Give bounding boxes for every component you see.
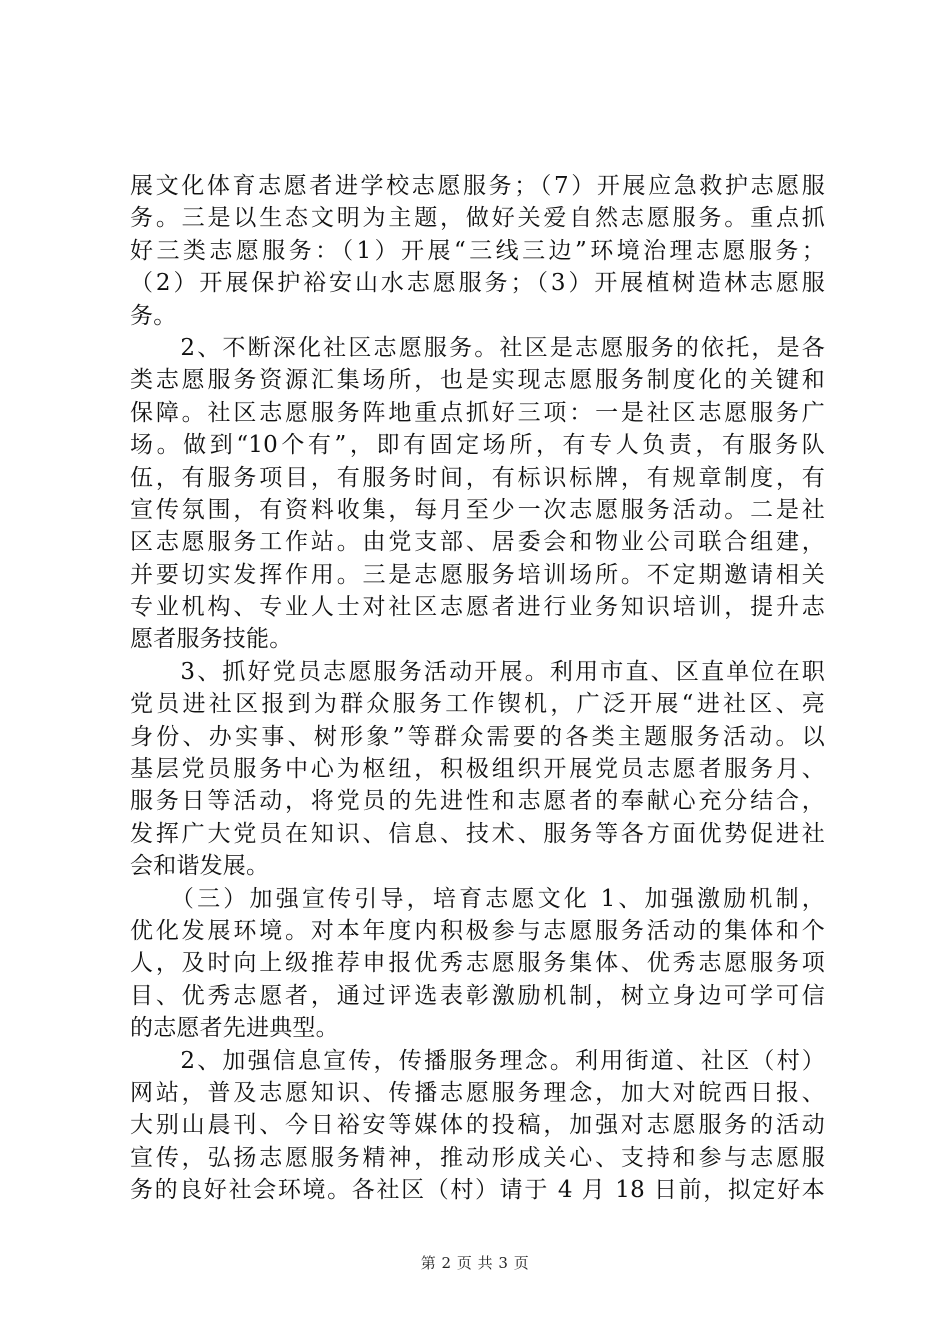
text-line: 场。做到“10个有”，即有固定场所，有专人负责，有服务队: [130, 432, 825, 459]
text-line: 的志愿者先进典型。: [130, 1015, 339, 1042]
text-line: 大别山晨刊、今日裕安等媒体的投稿，加强对志愿服务的活动: [130, 1112, 825, 1139]
text-line: 愿者服务技能。: [130, 626, 293, 653]
text-line: （2）开展保护裕安山水志愿服务；（3）开展植树造林志愿服: [130, 270, 825, 297]
text-line: 网站，普及志愿知识、传播志愿服务理念，加大对皖西日报、: [130, 1079, 825, 1106]
text-line: 党员进社区报到为群众服务工作锲机，广泛开展“进社区、亮: [130, 691, 825, 718]
text-line: 3、抓好党员志愿服务活动开展。利用市直、区直单位在职: [130, 658, 825, 685]
text-line: 并要切实发挥作用。三是志愿服务培训场所。不定期邀请相关: [130, 561, 825, 588]
text-line: 身份、办实事、树形象”等群众需要的各类主题服务活动。以: [130, 723, 825, 750]
text-line: 2、加强信息宣传，传播服务理念。利用街道、社区（村）: [130, 1047, 825, 1074]
text-line: 服务日等活动，将党员的先进性和志愿者的奉献心充分结合，: [130, 788, 825, 815]
text-line: （三）加强宣传引导，培育志愿文化 1、加强激励机制，: [130, 885, 825, 912]
text-line: 务。三是以生态文明为主题，做好关爱自然志愿服务。重点抓: [130, 205, 825, 232]
text-line: 目、优秀志愿者，通过评选表彰激励机制，树立身边可学可信: [130, 982, 825, 1009]
text-line: 基层党员服务中心为枢纽，积极组织开展党员志愿者服务月、: [130, 756, 825, 783]
text-line: 发挥广大党员在知识、信息、技术、服务等各方面优势促进社: [130, 820, 825, 847]
page-footer: 第 2 页 共 3 页: [420, 1254, 530, 1272]
text-line: 专业机构、专业人士对社区志愿者进行业务知识培训，提升志: [130, 594, 825, 621]
text-line: 伍，有服务项目，有服务时间，有标识标牌，有规章制度，有: [130, 464, 825, 491]
document-body: [130, 170, 825, 1207]
text-line: 优化发展环境。对本年度内积极参与志愿服务活动的集体和个: [130, 917, 825, 944]
text-line: 保障。社区志愿服务阵地重点抓好三项：一是社区志愿服务广: [130, 399, 825, 426]
text-line: 务。: [130, 302, 177, 329]
text-line: 宣传氛围，有资料收集，每月至少一次志愿服务活动。二是社: [130, 496, 825, 523]
text-line: 宣传，弘扬志愿服务精神，推动形成关心、支持和参与志愿服: [130, 1144, 825, 1171]
text-line: 展文化体育志愿者进学校志愿服务；（7）开展应急救护志愿服: [130, 173, 825, 199]
text-line: 人，及时向上级推荐申报优秀志愿服务集体、优秀志愿服务项: [130, 950, 825, 977]
text-line: 好三类志愿服务：（1）开展“三线三边”环境治理志愿服务；: [130, 237, 825, 264]
text-line: 务的良好社会环境。各社区（村）请于 4 月 18 日前，拟定好本: [130, 1177, 825, 1204]
text-line: 区志愿服务工作站。由党支部、居委会和物业公司联合组建，: [130, 529, 825, 556]
text-line: 2、不断深化社区志愿服务。社区是志愿服务的依托，是各: [130, 334, 825, 361]
text-line: 会和谐发展。: [130, 853, 270, 880]
text-line: 类志愿服务资源汇集场所，也是实现志愿服务制度化的关键和: [130, 367, 825, 394]
